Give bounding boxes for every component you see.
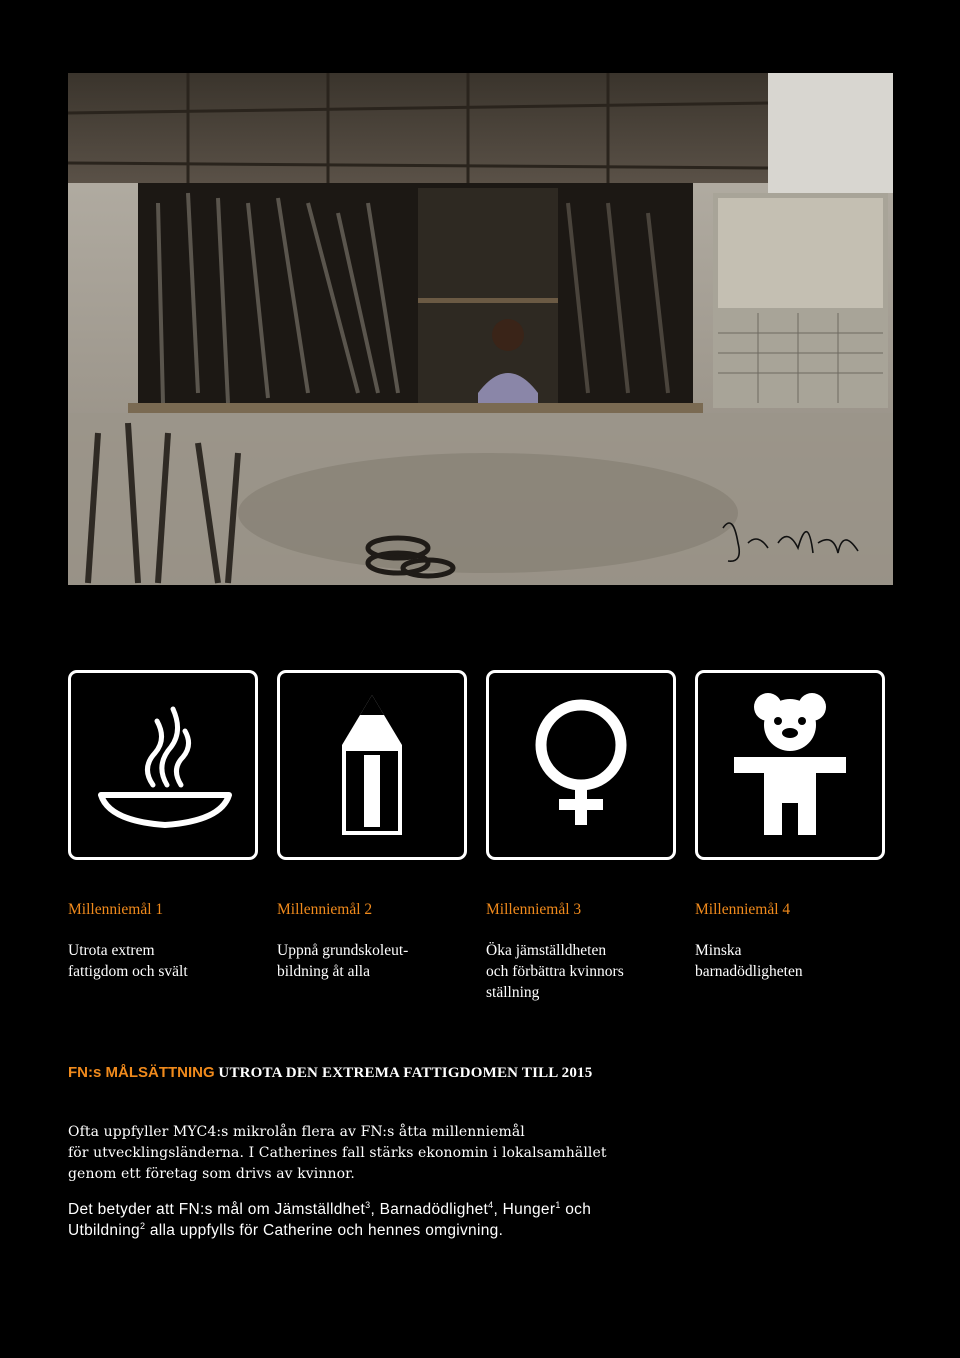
p2-sup-3: 1	[555, 1199, 561, 1210]
p2-part-1: Det betyder att FN:s mål om Jämställdhet	[68, 1201, 366, 1218]
goal-1	[68, 900, 268, 982]
pencil-icon	[280, 673, 464, 857]
paragraph-1-line-2: för utvecklingsländerna. I Catherines fall stärks ekonomin i lokalsamhället	[68, 1145, 607, 1161]
p2-part-5: Utbildning	[68, 1222, 140, 1239]
paragraph-1	[68, 1122, 898, 1185]
goal-2-title: Millenniemål 2	[277, 901, 373, 918]
paragraph-2	[68, 1199, 898, 1241]
paragraph-1-line-3: genom ett företag som drivs av kvinnor.	[68, 1166, 355, 1182]
p2-sup-4: 2	[139, 1220, 146, 1231]
p2-part-2: , Barnadödlighet	[370, 1201, 489, 1218]
goal-3-text: Öka jämställdheten och förbättra kvinnors ställning	[486, 942, 624, 1001]
goal-4-icon-box	[695, 670, 885, 860]
goal-3-title: Millenniemål 3	[486, 901, 582, 918]
female-symbol-icon	[489, 673, 673, 857]
headline-label: FN:s MÅLSÄTTNING	[68, 1064, 215, 1081]
goal-1-text: Utrota extrem fattigdom och svält	[68, 942, 188, 980]
goal-3	[486, 900, 686, 1003]
market-stall-photo	[68, 73, 893, 585]
goal-4-text: Minska barnadödligheten	[695, 942, 803, 980]
goal-1-icon-box	[68, 670, 258, 860]
headline-text: UTROTA DEN EXTREMA FATTIGDOMEN TILL 2015	[218, 1065, 593, 1081]
goal-4	[695, 900, 895, 982]
headline	[68, 1062, 898, 1084]
p2-part-3: , Hunger	[493, 1201, 556, 1218]
p2-sup-1: 3	[365, 1199, 371, 1210]
photo-illustration	[68, 73, 893, 585]
p2-sup-2: 4	[488, 1199, 494, 1210]
p2-part-6: alla uppfylls för Catherine och hennes omgivning.	[145, 1222, 504, 1239]
goal-1-title: Millenniemål 1	[68, 901, 164, 918]
goal-2	[277, 900, 477, 982]
goal-4-title: Millenniemål 4	[695, 901, 791, 918]
goal-2-icon-box	[277, 670, 467, 860]
teddy-bear-icon	[698, 673, 882, 857]
bowl-icon	[71, 673, 255, 857]
p2-part-4: och	[560, 1201, 592, 1218]
paragraph-1-line-1: Ofta uppfyller MYC4:s mikrolån flera av FN:s åtta millenniemål	[68, 1124, 525, 1140]
goal-3-icon-box	[486, 670, 676, 860]
goal-2-text: Uppnå grundskoleut- bildning åt alla	[277, 942, 409, 980]
